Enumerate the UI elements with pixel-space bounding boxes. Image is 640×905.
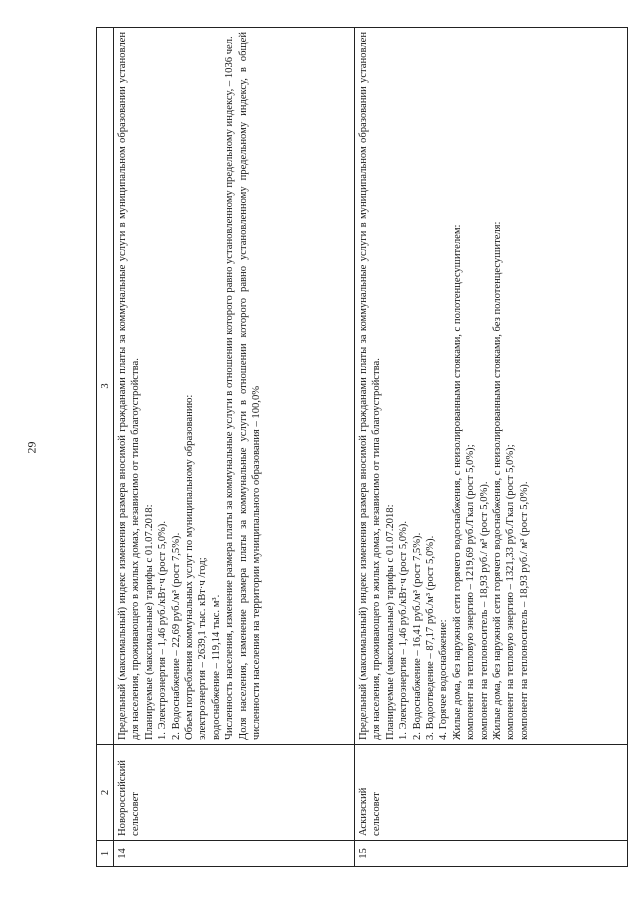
table-header-row xyxy=(97,27,114,867)
text-line: Жилые дома, без наружной сети горячего водоснабжения, с неизолированными стояками, с полотенцесушителем: xyxy=(451,224,463,740)
page-number: 29 xyxy=(24,441,39,454)
text-line: Объем потребления коммунальных услуг по муниципальному образованию: xyxy=(184,394,196,740)
text-line: водоснабжение – 119,14 тыс. м³. xyxy=(210,594,222,740)
row-number: 15 xyxy=(355,841,627,867)
header-col-3: 3 xyxy=(97,27,113,745)
rotated-page xyxy=(90,0,640,905)
text-line: 3. Водоотведение – 87,17 руб./м³ (рост 5,0%). xyxy=(425,535,437,740)
text-line: Численность населения, изменение размера платы за коммунальные услуги в отношении которого равно установленному предельному индексу, – 1036 чел. xyxy=(224,36,236,740)
text-line: Предельный (максимальный) индекс изменения размера вносимой гражданами платы за коммунальные услуги в муниципальном образовании установлен для населения, проживающего в жилых домах, независимо от типа благоустройства. xyxy=(358,32,383,740)
text-line: 1. Электроэнергия – 1,46 руб./кВт·ч (рост 5,0%). xyxy=(157,520,169,740)
text-line: 2. Водоснабжение – 22,69 руб./м³ (рост 7,5%). xyxy=(170,532,182,740)
text-line: электроэнергия – 2639,1 тыс. кВт·ч /год; xyxy=(197,557,209,740)
row-number: 14 xyxy=(114,841,354,867)
row-description xyxy=(114,27,354,745)
text-line: 2. Водоснабжение – 16,41 руб./м³ (рост 7,5%). xyxy=(411,532,423,740)
header-col-2: 2 xyxy=(97,745,113,841)
text-line: Планируемые (максимальные) тарифы с 01.07.2018: xyxy=(384,504,396,740)
text-line: компонент на теплоноситель – 18,93 руб./ м³ (рост 5,0%). xyxy=(478,481,490,740)
text-line: компонент на тепловую энергию – 1219,69 руб./Гкал (рост 5,0%); xyxy=(465,444,477,740)
municipality-name: Аскизский сельсовет xyxy=(355,745,627,841)
header-col-1: 1 xyxy=(97,841,113,867)
text-line: 4. Горячее водоснабжение: xyxy=(438,619,450,740)
table-row xyxy=(355,27,627,867)
municipality-name: Новороссийский сельсовет xyxy=(114,745,354,841)
text-line: Планируемые (максимальные) тарифы с 01.07.2018: xyxy=(143,504,155,740)
text-line: компонент на тепловую энергию – 1321,33 руб./Гкал (рост 5,0%); xyxy=(505,444,517,740)
text-line: Доля населения, изменение размера платы за коммунальные услуги в отношении которого равно установленному предельному индексу, в общей численности населения на территории муниципального образования – 100,0% xyxy=(237,32,263,740)
text-line: компонент на теплоноситель – 18,93 руб./ м³ (рост 5,0%). xyxy=(518,481,530,740)
text-line: Предельный (максимальный) индекс изменения размера вносимой гражданами платы за коммунальные услуги в муниципальном образовании установлен для населения, проживающего в жилых домах, независимо от типа благоустройства. xyxy=(117,32,142,740)
table-row xyxy=(114,27,355,867)
row-description xyxy=(355,27,627,745)
tariff-table xyxy=(96,27,628,867)
text-line: Жилые дома, без наружной сети горячего водоснабжения, с неизолированными стояками, без полотенцесушителя: xyxy=(492,221,504,740)
text-line: 1. Электроэнергия – 1,46 руб./кВт·ч (рост 5,0%). xyxy=(398,520,410,740)
